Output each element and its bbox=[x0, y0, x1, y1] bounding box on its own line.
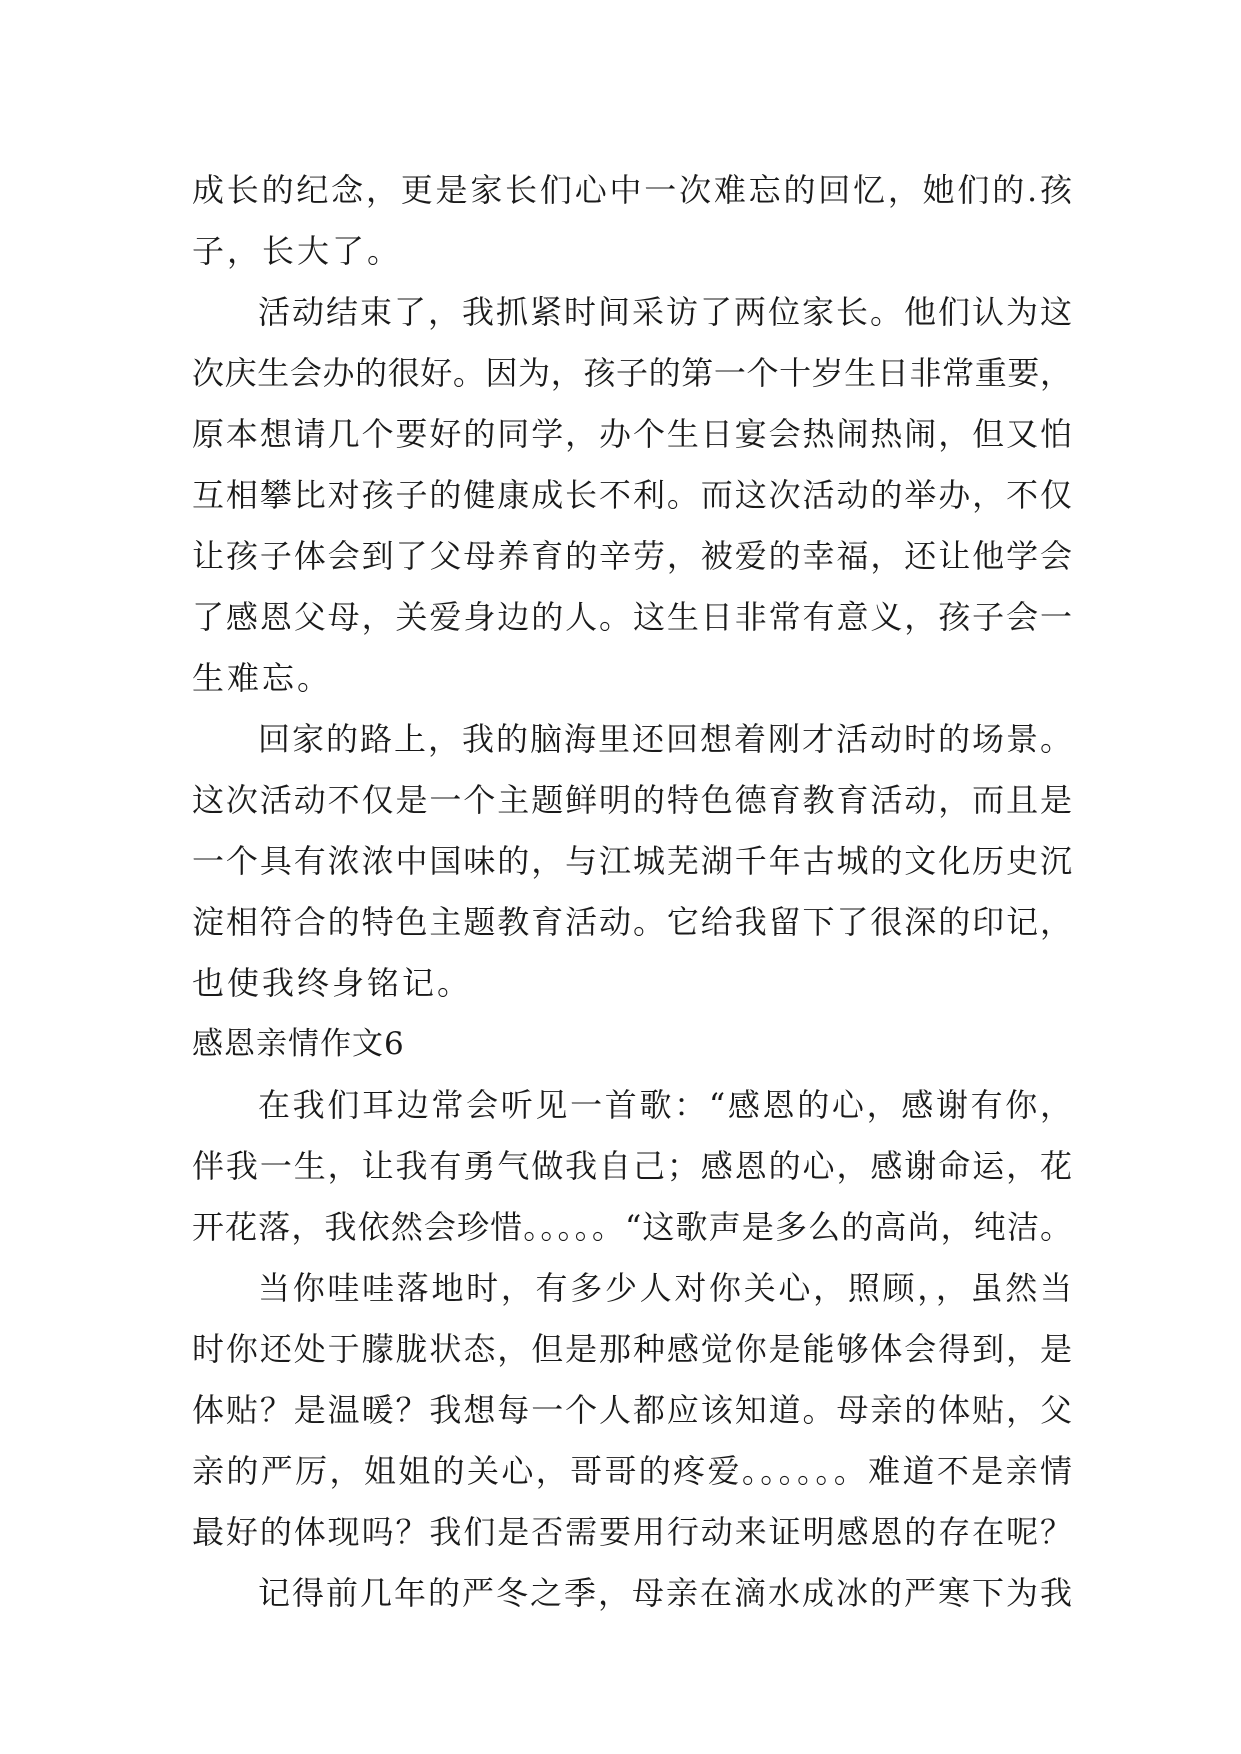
text-line: 了感恩父母，关爱身边的人。这生日非常有意义，孩子会一 bbox=[192, 598, 1072, 636]
text-line: 活动结束了，我抓紧时间采访了两位家长。他们认为这 bbox=[258, 293, 1072, 331]
document-body bbox=[192, 160, 1072, 1624]
text-line: 互相攀比对孩子的健康成长不利。而这次活动的举办，不仅 bbox=[192, 476, 1072, 514]
text-line: 生难忘。 bbox=[192, 659, 333, 697]
text-line: 淀相符合的特色主题教育活动。它给我留下了很深的印记， bbox=[192, 903, 1072, 941]
text-line: 次庆生会办的很好。因为，孩子的第一个十岁生日非常重要， bbox=[192, 354, 1072, 392]
text-line: 成长的纪念，更是家长们心中一次难忘的回忆，她们的.孩 bbox=[192, 171, 1072, 209]
text-line: 伴我一生，让我有勇气做我自己；感恩的心，感谢命运，花 bbox=[192, 1147, 1072, 1185]
text-line: 也使我终身铭记。 bbox=[192, 964, 473, 1002]
text-line: 这次活动不仅是一个主题鲜明的特色德育教育活动，而且是 bbox=[192, 781, 1072, 819]
text-line: 子，长大了。 bbox=[192, 232, 403, 270]
text-line: 原本想请几个要好的同学，办个生日宴会热闹热闹，但又怕 bbox=[192, 415, 1072, 453]
text-line: 一个具有浓浓中国味的，与江城芜湖千年古城的文化历史沉 bbox=[192, 842, 1072, 880]
text-line: 记得前几年的严冬之季，母亲在滴水成冰的严寒下为我 bbox=[258, 1574, 1072, 1612]
text-line: 开花落，我依然会珍惜。。。。。“这歌声是多么的高尚，纯洁。 bbox=[192, 1208, 1072, 1246]
text-line: 时你还处于朦胧状态，但是那种感觉你是能够体会得到，是 bbox=[192, 1330, 1072, 1368]
text-line: 最好的体现吗？我们是否需要用行动来证明感恩的存在呢？ bbox=[192, 1513, 1072, 1551]
section-heading: 感恩亲情作文6 bbox=[192, 1026, 405, 1062]
text-line: 亲的严厉，姐姐的关心，哥哥的疼爱。。。。。。难道不是亲情 bbox=[192, 1452, 1072, 1490]
text-line: 让孩子体会到了父母养育的辛劳，被爱的幸福，还让他学会 bbox=[192, 537, 1072, 575]
text-line: 在我们耳边常会听见一首歌：“感恩的心，感谢有你， bbox=[258, 1086, 1072, 1124]
text-line: 体贴？是温暖？我想每一个人都应该知道。母亲的体贴，父 bbox=[192, 1391, 1072, 1429]
text-line: 当你哇哇落地时，有多少人对你关心，照顾，，虽然当 bbox=[258, 1269, 1072, 1307]
text-line: 回家的路上，我的脑海里还回想着刚才活动时的场景。 bbox=[258, 720, 1072, 758]
